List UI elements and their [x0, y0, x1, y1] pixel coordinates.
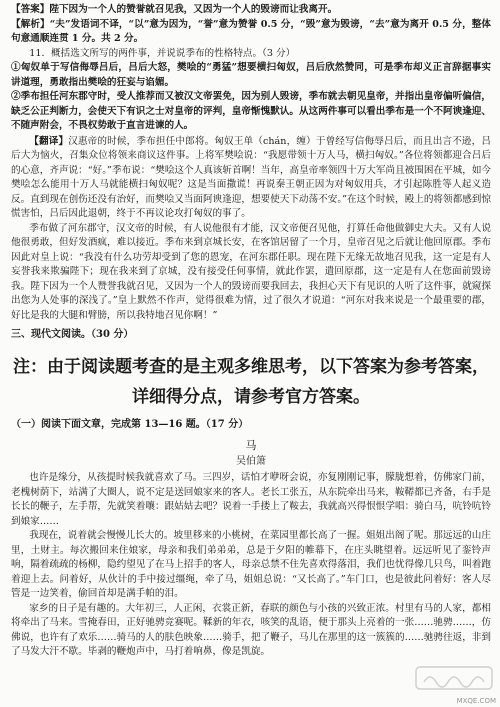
- essay-title: 马: [245, 439, 257, 452]
- answer-12: [11, 3, 491, 18]
- reading-section-heading: （一）阅读下面文章，完成第 13—16 题。（17 分）: [11, 419, 249, 430]
- document-page: [11, 3, 491, 660]
- answer-text: 陛下因为一个人的赞誉就召见我，又因为一个人的毁谤而让我离开。: [49, 4, 338, 15]
- notice-line-1: 注：由于阅读题考查的是主观多维思考，以下答案为参考答案，: [13, 357, 489, 377]
- translation-paragraph-2: 季布做了河东郡守，汉文帝的时候，有人说他很有才能，汉文帝便召见他，打算任命他做御史大夫。又有人说他很勇敢，但好发酒疯，难以接近。季布来到京城长安，在客馆居留了一个月，皇帝召见之后就让他回原郡。季布因此对皇上说：“我没有什么功劳却受到了您的恩宠，在河东郡任职。现在陛下无缘无故地召见我，这一定是有人妄誉我来欺骗陛下；现在我来到了京城，没有接受任何事情，就此作罢，遣回原郡，这一定是有人在您面前毁谤我。陛下因为一个人赞誉我就召见，又因为一个人的毁谤而要我回去，我担心天下有见识的人听了这件事，就窥探出您为人处事的深浅了。”皇上默然不作声，觉得很难为情，过了很久才说道：“河东对我来说是一个最重要的郡，好比是我的大腿和臂膀，所以我特地召见你啊！”: [11, 222, 491, 321]
- notice-line-2: 详细得分点，请参考官方答案。: [132, 387, 370, 407]
- essay-paragraph-2: 我现在，说着就会慢慢儿长大的。坡里移来的小桃树，在菜园里都长高了一握。姐姐出阁了呢。那远远的山庄里，土财主。每次搬回来住娘家，母亲和我们弟弟弟，总是于夕阳的帷幕下，在庄头眺望着。远远听见了銮铃声响，隔着疏疏的杨柳，隐约望见了在马上招手的客人，母亲总禁不住先喜欢得落泪，我们也忧得像几只鸟，叫着跑着迎上去。问着好，从伙计的手中接过缰绳，牵了马，姐姐总说：“又长高了。”车门口，也是彼此问着好：客人尽管是一边笑着，偷回首却是满手帕的泪。: [11, 530, 491, 599]
- analysis-12: [11, 18, 491, 47]
- translation-label: 【翻译】: [29, 135, 69, 147]
- essay-paragraph-1: 也许是缘分，从孩提时候我就喜欢了马。三四岁，话怕才咿呀会说，亦复刚刚记事，朦胧想着，仿佛家门前，老槐树荫下，站满了大圈人，说不定是送回娘家来的客人。老长工张五，从东院牵出马来，鞍鞯都已齐备，右手是长长的鞭子，左手帮，先就笑着嚷：跟姑姑去吧？说着一手搂上了鞍去，我就高兴得恨恨学唱：骑白马，吭铃吭铃到娘家……: [11, 472, 491, 527]
- essay-author: 吴伯箫: [236, 456, 266, 467]
- analysis-label: 【解析】: [11, 18, 50, 30]
- analysis-text: “夫”发语词不译，“以”意为因为，“誉”意为赞誉 0.5 分，“毁”意为毁谤，“去”意为离开 0.5 分，整体句意通顺连贯 1 分。共 2 分。: [11, 18, 491, 44]
- translation-paragraph-1: [11, 135, 491, 222]
- essay-paragraph-3: 家乡的日子是有趣的。大年初三，人正闲，衣裳正新，春联的颜色与小孩的兴致正浓。村里有马的人家，都相将牵出了马来。雪掩春田，正好驰骋竞赛呢。鞣新的年衣，咳笑的乱语，便于那头上亮着的一张……驰骋……，仿佛说，也许有了欢乐……骑马的人的肤色映象……骑手，把了鞭子，马儿在那里的这一簇簇的……驰骋往返，非到了马发大汗不歇。毕剥的鞭炮声中，马打着响鼻，像是凯旋。: [11, 602, 491, 657]
- answer-11-point-2: ②季布担任河东郡守时，受人推荐而又被汉文帝罢免，因为别人毁谤，季布就去朝见皇帝，并指出皇帝偏听偏信，缺乏公正判断力，会使天下有识之士对皇帝的评判，皇帝惭愧默认。从这两件事可以看出季布是一个不阿谀逢迎、不随声附会，不畏权势敢于直言进谏的人。: [11, 91, 491, 131]
- answer-label: 【答案】: [11, 4, 50, 15]
- translation-text-1: 汉惠帝的时候，季布担任中郎将。匈奴王单（chán，缠）于曾经写信侮辱吕后，而且出言不逊，吕后大为恼火，召集众位将领来商议这件事。上将军樊哙说：“我愿带领十万人马，横扫匈奴。”各位将领都迎合吕后的心意，齐声说：“好。”季布说：“樊哙这个人真该斩首啊！当年，高皇帝率领四十万大军尚且被围困在平城，如今樊哙怎么能用十万人马就能横扫匈奴呢？这是当面撒谎！再说秦王朝正因为对匈奴用兵，才引起陈胜等人起义造反。直到现在创伤还没有治好，而樊哙又当面阿谀逢迎，想要使天下动荡不安。”在这个时候，殿上的将领都感到惊慌害怕，吕后因此退朝，终于不再议论攻打匈奴的事了。: [11, 135, 492, 219]
- question-11: 11．概括选文所写的两件事，并说说季布的性格特点。（3 分）: [29, 47, 296, 59]
- watermark-logo-icon: [414, 665, 494, 699]
- answer-11-point-1: ①匈奴单于写信侮辱吕后，吕后大怒，樊哙的“勇猛”想要横扫匈奴，吕后欣然赞同，可是季布却义正言辞据事实讲道理，勇敢指出樊哙的狂妄与谄媚。: [11, 62, 491, 88]
- section-heading-modern-reading: 三、现代文阅读。（30 分）: [11, 329, 134, 340]
- watermark-text: MXQE.COM: [456, 697, 496, 705]
